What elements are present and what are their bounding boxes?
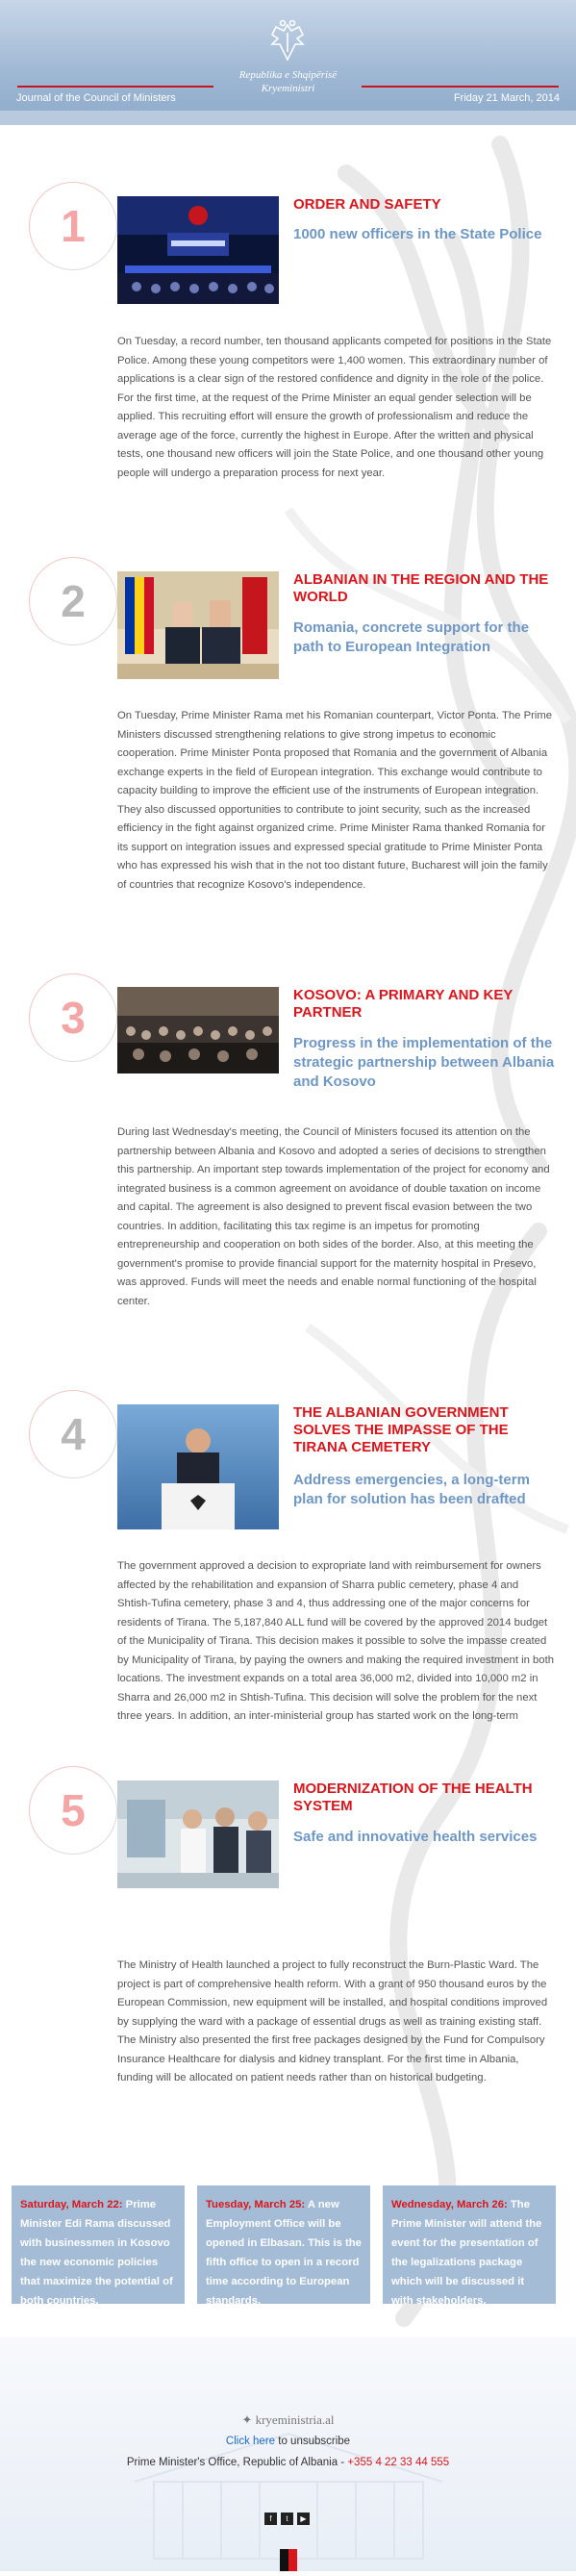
footer-site-logo[interactable] [0, 2412, 576, 2428]
article-1-subtitle: 1000 new officers in the State Police [293, 226, 542, 242]
prime-minister-label: Kryeministri [261, 83, 315, 94]
republic-name: Republika e Shqipërisë [238, 69, 338, 81]
article-3-body: During last Wednesday's meeting, the Council of Ministers focused its attention on the partnership between Albania and Kosovo and adopted a series of decisions to strengthen this partnership. An important step towards implementation of the project for economy and integrated business is a common agreement on avoidance of double taxation on income and capital. The agreement is also designed to prevent fiscal evasion between the two countries. In addition, facilitating this tax regime is an impetus for promoting entrepreneurship and cooperation on both sides of the border. Also, at this meeting the government's promise to provide financial support for the maternity hospital in Presevo, was approved. Funds will meet the needs and enable normal functioning of the hospital center. [117, 1126, 550, 1307]
article-4-image [117, 1404, 279, 1529]
twitter-icon[interactable]: t [281, 2513, 293, 2525]
agenda-box-3-text: The Prime Minister will attend the event for the presentation of the legalizations package which will be discussed it with stakeholders. [391, 2199, 542, 2307]
article-5-image [117, 1780, 279, 1888]
office-line [0, 2457, 576, 2468]
agenda-box-1-text: Prime Minister Edi Rama discussed with businessmen in Kosovo the new economic policies that maximize the potential of both countries. [20, 2199, 173, 2307]
agenda-box-1-day: Saturday, March 22: [20, 2199, 123, 2210]
article-3-number: 3 [61, 993, 86, 1043]
article-4-body: The government approved a decision to expropriate land with reimbursement for owners affected by the rehabilitation and expansion of Sharra public cemetery, phase 4 and Shtish-Tufina cemetery, phase 3 and 4, thus addressing one of the major concerns for residents of Tirana. The 5,187,840 ALL fund will be covered by the approved 2014 budget of the Municipality of Tirana. This decision makes it possible to solve the impasse created by Municipality of Tirana, by paying the owners and making the required investment in both locations. The investment expands on a total area 36,000 m2, divided into 10,000 m2 in Sharra and 26,000 m2 in Shtish-Tufina. This decision will solve the problem for the next three years. In addition, an inter-ministerial group has started work on the long-term [117, 1560, 555, 1722]
footer-site-name: kryeministria.al [255, 2412, 335, 2427]
article-2-number: 2 [61, 576, 86, 626]
unsubscribe-line [0, 2436, 576, 2447]
footer-eagle-icon: ✦ [241, 2412, 253, 2427]
article-1-title: ORDER AND SAFETY [293, 196, 441, 213]
article-2-image [117, 571, 279, 679]
unsubscribe-link[interactable]: Click here [225, 2436, 276, 2447]
article-5-subtitle: Safe and innovative health services [293, 1829, 538, 1845]
article-2-title: ALBANIAN IN THE REGION AND THE WORLD [293, 571, 549, 605]
article-5-number: 5 [61, 1785, 86, 1835]
article-4-title: THE ALBANIAN GOVERNMENT SOLVES THE IMPASSE OF THE TIRANA CEMETERY [293, 1404, 509, 1455]
facebook-icon[interactable]: f [264, 2513, 277, 2525]
agenda-boxes [12, 2185, 567, 2306]
article-2-body: On Tuesday, Prime Minister Rama met his Romanian counterpart, Victor Ponta. The Prime Ministers discussed strengthening relations to give strong impetus to economic cooperation. Prime Minister Ponta proposed that Romania and the government of Albania exchange experts in the field of European integration. This exchange would contribute to capacity building to improve the efficient use of the instruments of European integration. They also discussed opportunities to contribute to joint security, such as the increased efficiency in the fight against organized crime. Prime Minister Rama thanked Romania for its support on integration issues and expressed special gratitude to Prime Minister Ponta who has expressed his wish that in the not too distant future, Bucharest will join the family of countries that recognize Kosovo's independence. [117, 710, 553, 891]
header-separator [0, 111, 576, 125]
agenda-box-2 [197, 2185, 370, 2307]
double-headed-eagle-icon [266, 17, 309, 63]
issue-date: Friday 21 March, 2014 [453, 92, 560, 104]
article-1-body: On Tuesday, a record number, ten thousand applicants competed for positions in the State Police. Among these young competitors were 1,400 women. This extraordinary number of applications is a clear sign of the restored confidence and dignity in the role of the police. For the first time, at the request of the Prime Minister an equal gender selection will be applied. This recruiting effort will ensure the growth of professionalism and reduce the average age of the force, currently the highest in Europe. After the written and physical tests, one thousand new officers will join the State Police, and one thousand other young people will undergo a preparation process for next year. [117, 336, 552, 479]
article-2-subtitle: Romania, concrete support for the path to European Integration [293, 619, 530, 655]
article-1-image [117, 196, 279, 304]
footer [0, 2337, 576, 2571]
article-1-number: 1 [61, 201, 86, 251]
article-3-subtitle: Progress in the implementation of the strategic partnership between Albania and Kosovo [293, 1035, 555, 1090]
article-5-body: The Ministry of Health launched a project to fully reconstruct the Burn-Plastic Ward. The project is part of comprehensive health reform. With a grant of 950 thousand euros by the European Commission, new equipment will be installed, and hospital conditions improved by supplying the ward with a package of essential drugs as well as training existing staff. The Ministry also presented the first free packages designed by the Fund for Compulsory Insurance Healthcare for dialysis and kidney transplant. For the first time in Albania, funding will be allocated on patient needs rather than on historical budgeting. [117, 1959, 548, 2084]
youtube-icon[interactable]: ▶ [297, 2513, 310, 2525]
building-outline-decoration [0, 2337, 576, 2571]
office-name: Prime Minister's Office, Republic of Albania - [126, 2457, 348, 2468]
albanian-flag-icon [280, 2549, 297, 2571]
agenda-box-1 [12, 2185, 185, 2307]
agenda-box-3-day: Wednesday, March 26: [391, 2199, 508, 2210]
office-phone[interactable]: +355 4 22 33 44 555 [347, 2457, 450, 2468]
article-3-image [117, 987, 279, 1073]
article-4-number: 4 [61, 1409, 86, 1459]
agenda-box-2-text: A new Employment Office will be opened in Elbasan. This is the fifth office to open in a record time according to European standards. [206, 2199, 362, 2307]
agenda-box-2-day: Tuesday, March 25: [206, 2199, 306, 2210]
unsubscribe-text: to unsubscribe [275, 2436, 351, 2447]
article-4-subtitle: Address emergencies, a long-term plan for solution has been drafted [293, 1472, 530, 1507]
article-5-title: MODERNIZATION OF THE HEALTH SYSTEM [293, 1780, 533, 1814]
agenda-box-3 [383, 2185, 556, 2307]
journal-title: Journal of the Council of Ministers [16, 92, 176, 104]
article-3-title: KOSOVO: A PRIMARY AND KEY PARTNER [293, 987, 513, 1021]
